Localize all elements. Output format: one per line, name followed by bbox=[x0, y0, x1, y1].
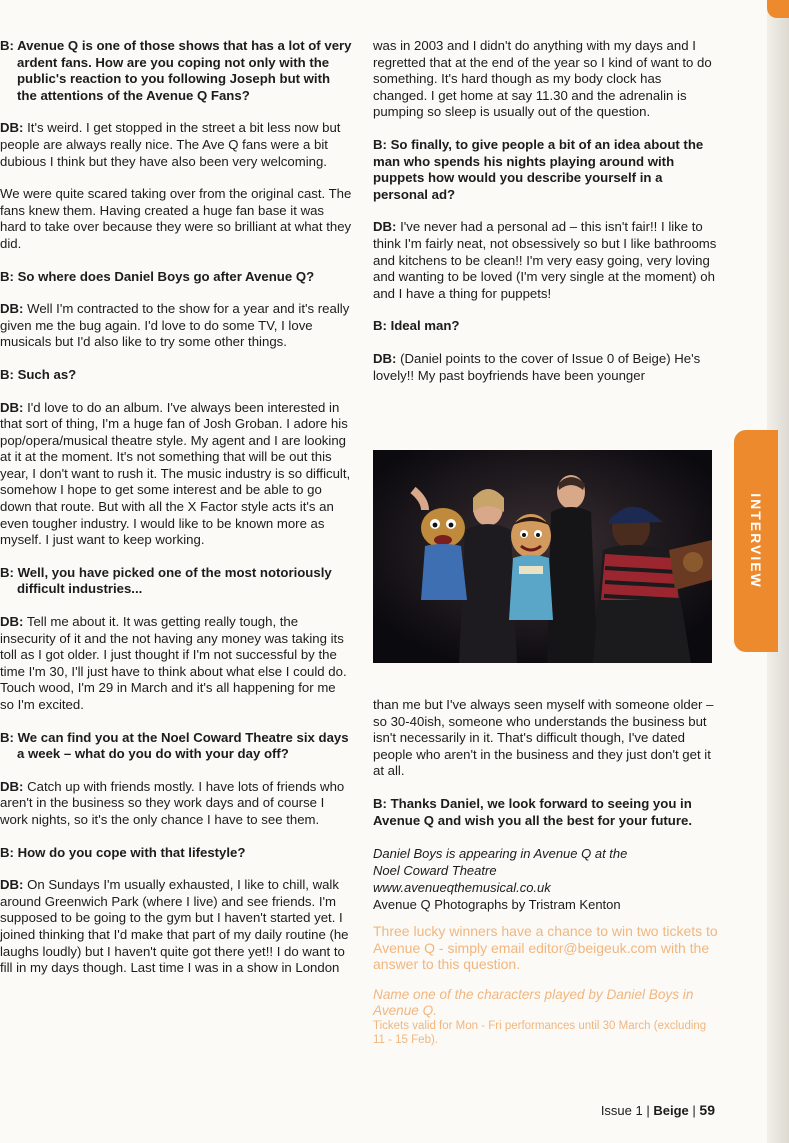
photo-credits bbox=[373, 845, 718, 913]
interview-answer bbox=[373, 697, 718, 780]
paragraph-text: How do you cope with that lifestyle? bbox=[13, 844, 246, 860]
paragraph-text: Well, you have picked one of the most notoriously difficult industries... bbox=[13, 564, 332, 597]
interview-answer bbox=[0, 400, 352, 549]
paragraph-text: So finally, to give people a bit of an idea about the man who spends his nights playing around with puppets how would you describe yourself in a personal ad? bbox=[373, 136, 704, 202]
interview-answer bbox=[0, 120, 352, 170]
interview-answer bbox=[373, 38, 718, 121]
footer-separator: | bbox=[646, 1103, 650, 1118]
page-number: 59 bbox=[699, 1102, 715, 1118]
footer-magazine-name: Beige bbox=[653, 1103, 689, 1118]
interview-question bbox=[373, 796, 718, 829]
interview-question bbox=[0, 38, 352, 104]
speaker-prefix: DB: bbox=[0, 120, 24, 136]
paragraph-text: was in 2003 and I didn't do anything with my days and I regretted that at the end of the year so I kind of want to do something. It's hard though as my body clock has changed. I get home at say 11.30 and the adrenalin is pumping so sleep is usually out of the question. bbox=[373, 38, 712, 120]
paragraph-text: So where does Daniel Boys go after Avenue Q? bbox=[13, 268, 315, 284]
credit-line-1: Daniel Boys is appearing in Avenue Q at the bbox=[373, 846, 628, 862]
interview-answer bbox=[0, 877, 352, 977]
credit-line-2: Noel Coward Theatre bbox=[373, 863, 497, 879]
avenue-q-photograph bbox=[373, 450, 712, 663]
paragraph-text: We can find you at the Noel Coward Theatre six days a week – what do you do with your day off? bbox=[13, 729, 349, 762]
speaker-prefix: B: bbox=[373, 136, 387, 152]
speaker-prefix: DB: bbox=[373, 350, 397, 366]
interview-section-tab bbox=[734, 430, 778, 652]
speaker-prefix: B: bbox=[0, 729, 14, 745]
paragraph-text: It's weird. I get stopped in the street a bit less now but people are always really nice. The Ave Q fans were a bit dubious I think but they have also been very welcoming. bbox=[0, 120, 341, 169]
speaker-prefix: DB: bbox=[0, 778, 24, 794]
interview-answer bbox=[373, 351, 718, 384]
interview-answer bbox=[0, 186, 352, 252]
interview-answer bbox=[0, 614, 352, 714]
left-column bbox=[0, 38, 352, 993]
paragraph-text: On Sundays I'm usually exhausted, I like to chill, walk around Greenwich Park (where I live) and see friends. I'm supposed to be going to the gym but I haven't started yet. I joined thinking that I'd make that part of my daily routine (he laughs loudly) but I haven't quite got there yet!! I do want to fill in my days though. Last time I was in a show in London bbox=[0, 877, 349, 976]
credit-website: www.avenueqthemusical.co.uk bbox=[373, 880, 551, 896]
speaker-prefix: DB: bbox=[0, 614, 24, 630]
interview-question bbox=[0, 845, 352, 862]
competition-text: Three lucky winners have a chance to win two tickets to Avenue Q - simply email editor@beigeuk.com with the answer to this question. bbox=[373, 923, 718, 973]
speaker-prefix: B: bbox=[0, 268, 14, 284]
paragraph-text: than me but I've always seen myself with someone older – so 30-40ish, someone who understands the business but isn't necessarily in it. That's difficult though, I've dated people who aren't in the business and they just don't get it at all. bbox=[373, 697, 714, 779]
paragraph-text: Avenue Q is one of those shows that has a lot of very ardent fans. How are you coping not only with the public's reaction to you following Joseph but with the attentions of the Avenue Q Fans? bbox=[13, 38, 352, 103]
speaker-prefix: DB: bbox=[0, 877, 24, 893]
interview-answer bbox=[0, 779, 352, 829]
interview-question bbox=[0, 269, 352, 286]
paragraph-text: I'd love to do an album. I've always been interested in that sort of thing, I'm a huge fan of Josh Groban. I adore his pop/opera/musical theatre style. My agent and I are looking at it at the moment. It's not something that will be out this year, I don't want to rush it. The music industry is so difficult, somehow I hope to get some interest and be able to go down that route. But with all the X Factor style acts it's an even tougher industry. I would like to be known more as myself. I just want to keep working. bbox=[0, 399, 351, 548]
paragraph-text: Thanks Daniel, we look forward to seeing you in Avenue Q and wish you all the best for your future. bbox=[373, 795, 692, 828]
competition-terms: Tickets valid for Mon - Fri performances until 30 March (excluding 11 - 15 Feb). bbox=[373, 1019, 707, 1046]
speaker-prefix: DB: bbox=[0, 301, 24, 317]
paragraph-text: Ideal man? bbox=[386, 318, 460, 334]
speaker-prefix: B: bbox=[0, 38, 14, 53]
competition-question: Name one of the characters played by Daniel Boys in Avenue Q. bbox=[373, 986, 694, 1018]
right-column-bottom-text bbox=[373, 697, 718, 829]
footer-separator: | bbox=[692, 1103, 696, 1118]
credit-photographer: Avenue Q Photographs by Tristram Kenton bbox=[373, 897, 621, 913]
paragraph-text: Such as? bbox=[13, 366, 77, 382]
speaker-prefix: B: bbox=[373, 795, 387, 811]
interview-answer bbox=[0, 301, 352, 351]
right-column-bottom bbox=[373, 697, 718, 1047]
paragraph-text: We were quite scared taking over from the original cast. The fans knew them. Having created a huge fan base it was hard to take over because they were so brilliant at what they did. bbox=[0, 186, 352, 251]
page-footer bbox=[601, 1102, 715, 1118]
paragraph-text: Catch up with friends mostly. I have lots of friends who aren't in the business so they work days and of course I work nights, so it's the only chance I have to see them. bbox=[0, 778, 345, 827]
speaker-prefix: B: bbox=[373, 318, 387, 334]
right-column-top bbox=[373, 38, 718, 400]
speaker-prefix: B: bbox=[0, 564, 14, 580]
speaker-prefix: B: bbox=[0, 844, 14, 860]
paragraph-text: I've never had a personal ad – this isn't fair!! I like to think I'm fairly neat, not obsessively so but I like bathrooms and kitchens to be clean!! I'm very easy going, very loving and wanting to be loved (I'm very single at the moment) oh and I have a thing for puppets! bbox=[373, 219, 717, 301]
paragraph-text: Well I'm contracted to the show for a year and it's really given me the bug again. I'd love to do some TV, I love musicals but I'd also like to try some other things. bbox=[0, 301, 350, 350]
interview-question bbox=[0, 565, 352, 598]
speaker-prefix: B: bbox=[0, 366, 14, 382]
speaker-prefix: DB: bbox=[373, 219, 397, 235]
speaker-prefix: DB: bbox=[0, 399, 24, 415]
paragraph-text: Tell me about it. It was getting really tough, the insecurity of it and the not having any money was taking its toll as I got older. I just thought if I'm not successful by the time I'm 30, I'll just have to think about what else I could do. Touch wood, I'm 29 in March and it's all happening for me so I'm excited. bbox=[0, 614, 347, 712]
interview-question bbox=[0, 367, 352, 384]
footer-issue: Issue 1 bbox=[600, 1103, 643, 1118]
interview-question bbox=[373, 137, 718, 203]
paragraph-text: (Daniel points to the cover of Issue 0 of Beige) He's lovely!! My past boyfriends have been younger bbox=[373, 350, 701, 383]
top-orange-tab bbox=[767, 0, 789, 18]
interview-question bbox=[373, 318, 718, 335]
interview-question bbox=[0, 730, 352, 763]
interview-answer bbox=[373, 219, 718, 302]
section-tab-label: INTERVIEW bbox=[748, 493, 764, 589]
photo-illustration bbox=[373, 450, 712, 663]
